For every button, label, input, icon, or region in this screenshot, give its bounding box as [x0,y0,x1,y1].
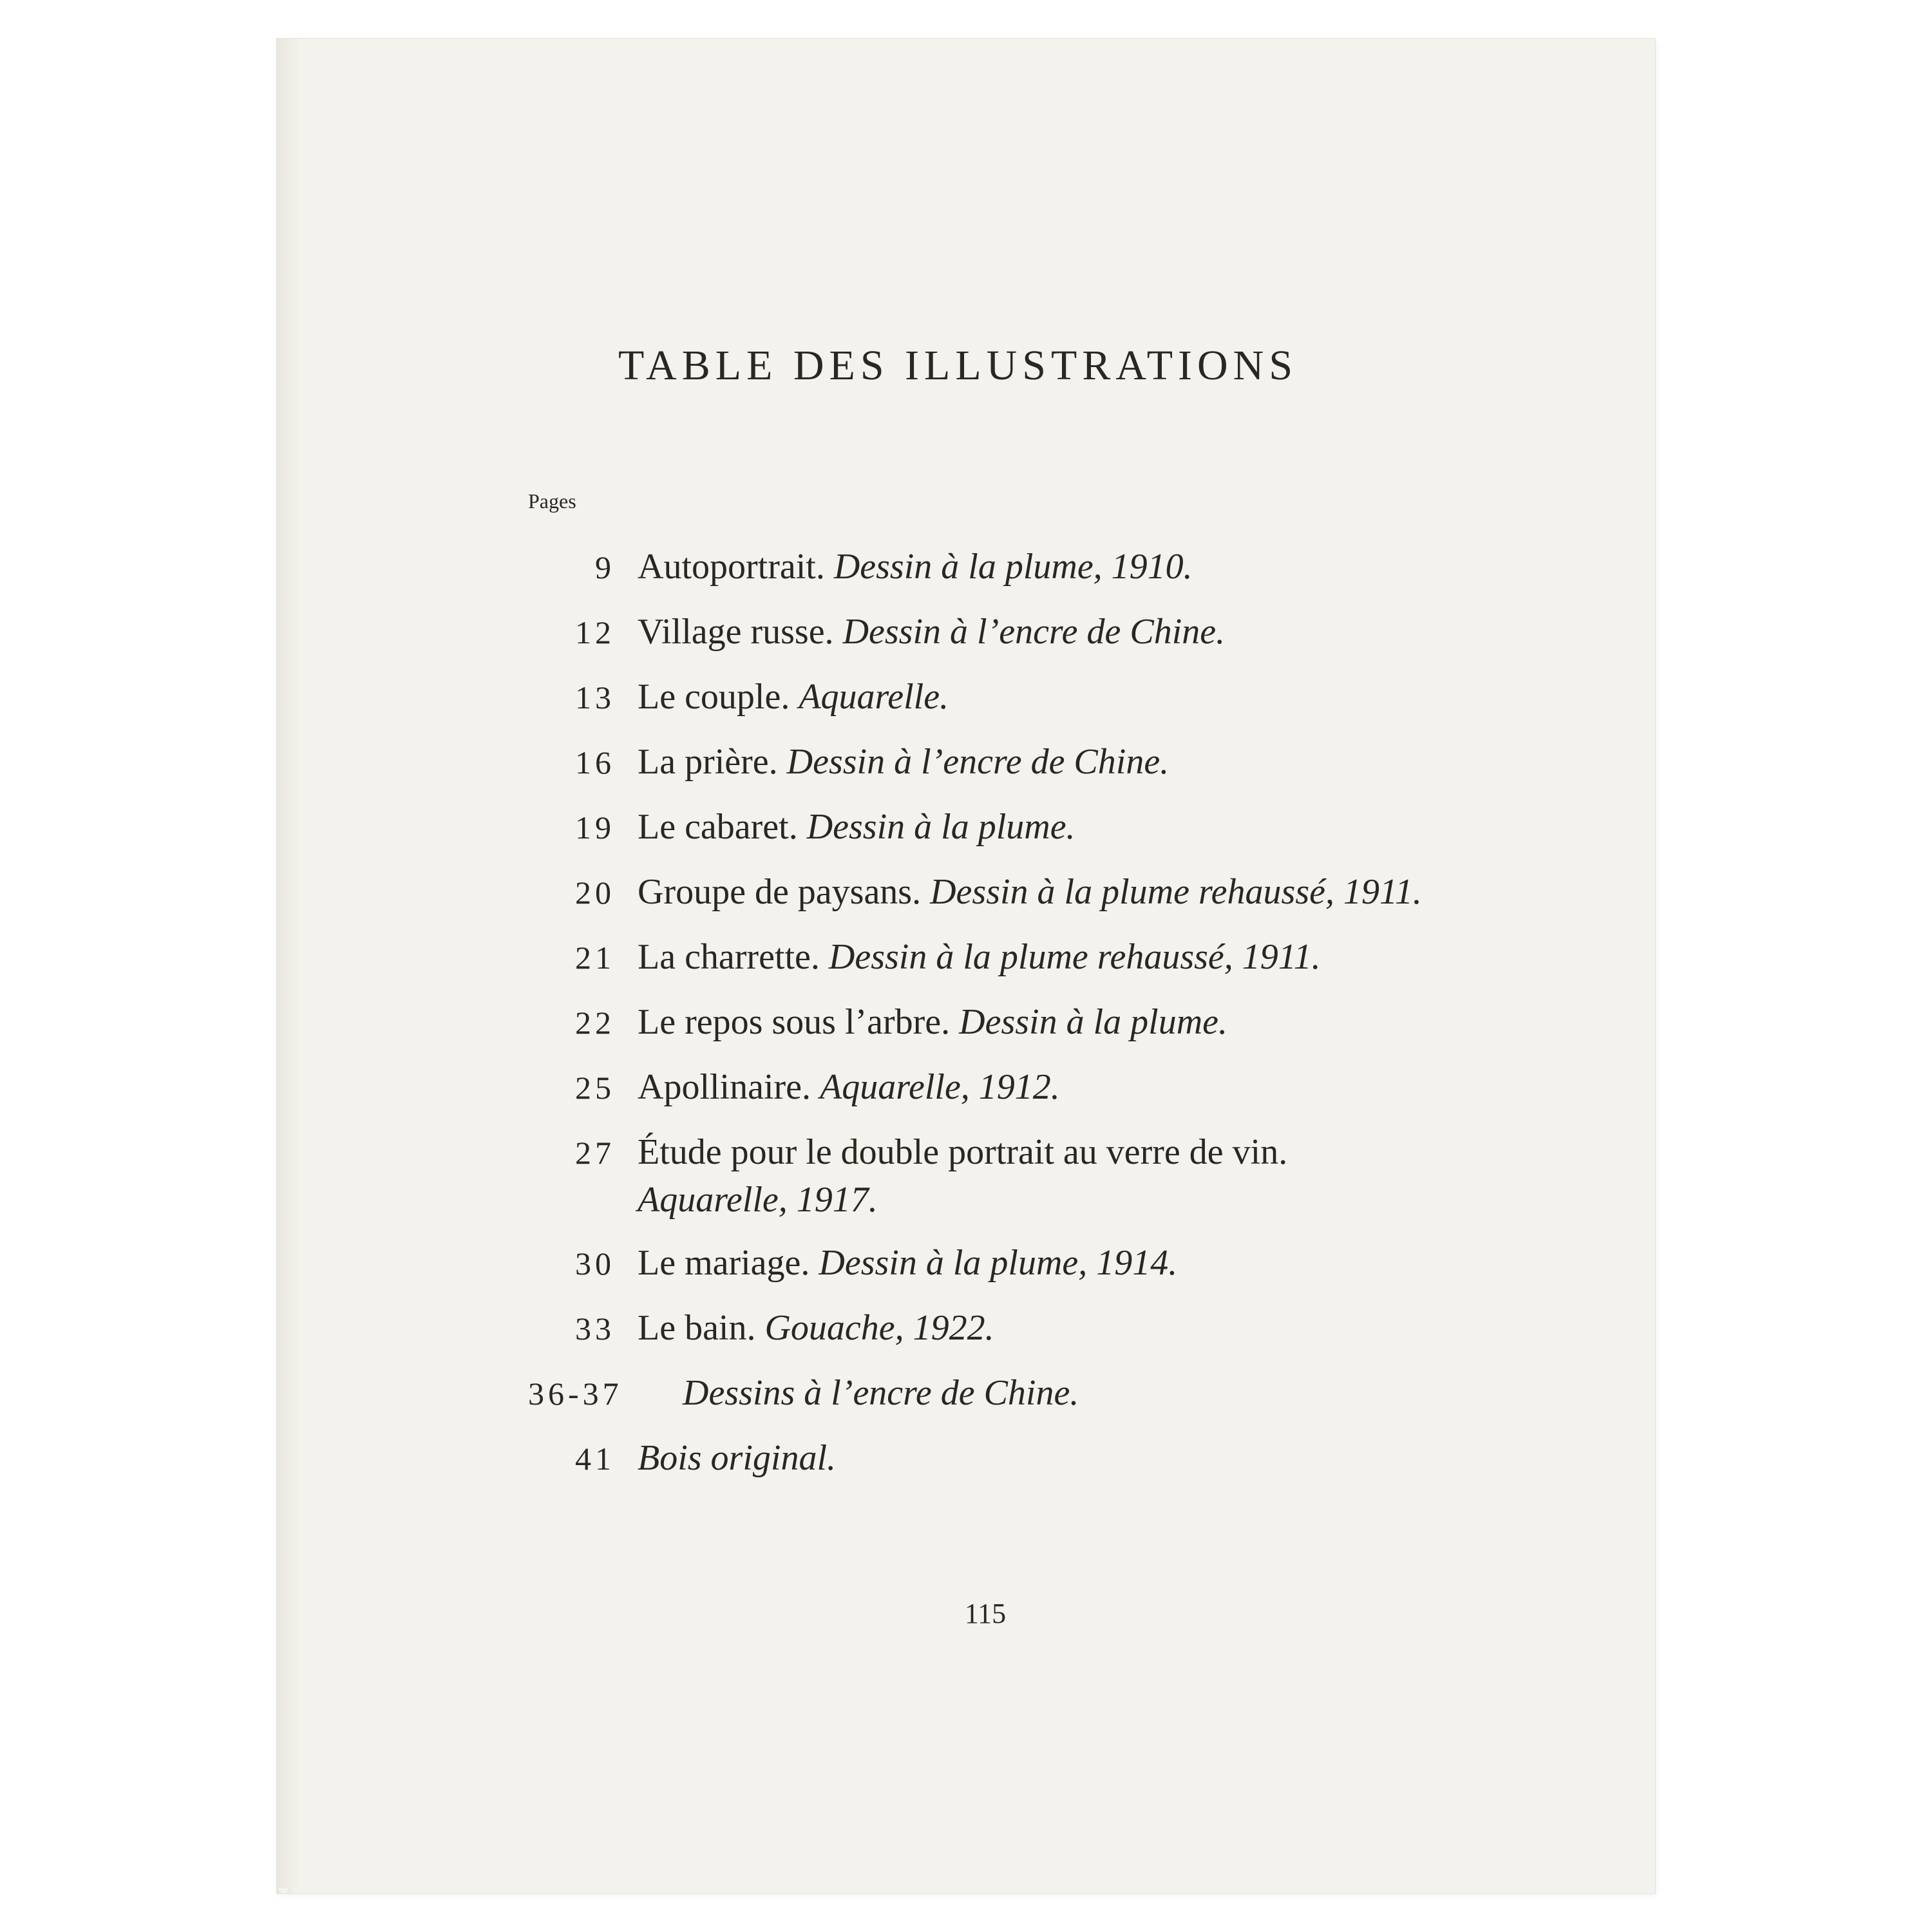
entry-title: Village russe. [638,612,834,652]
list-item [522,1361,1616,1426]
list-item [522,665,1616,730]
list-item [522,925,1616,990]
entry-title: Le bain. [638,1308,756,1348]
entry-medium: Dessin à la plume, 1914. [819,1243,1178,1283]
entry-medium: Dessin à la plume rehaussé, 1911. [828,937,1321,977]
entry-title: Le cabaret. [638,807,798,847]
list-item [522,730,1616,795]
list-item [522,535,1616,600]
entry-page-number: 9 [595,549,615,585]
list-item [522,1426,1616,1491]
entry-page-number: 36-37 [528,1376,623,1412]
folio-page-number: 115 [964,1598,1007,1629]
entry-page-number: 41 [575,1441,615,1477]
entry-page-number: 12 [575,614,615,650]
list-item [522,1120,1616,1231]
entry-page-number: 21 [575,940,615,976]
entry-page-number: 22 [575,1005,615,1041]
entry-title: Autoportrait. [638,547,825,587]
entry-page-number: 13 [575,679,615,715]
entry-title: La charrette. [638,937,820,977]
list-item [522,860,1616,925]
entry-medium: Dessin à la plume, 1910. [833,547,1193,587]
entry-title: Étude pour le double portrait au verre de vin. [638,1132,1288,1172]
entry-medium: Dessin à la plume. [959,1002,1228,1042]
entry-title: Le repos sous l’arbre. [638,1002,951,1042]
entry-medium: Dessin à l’encre de Chine. [842,612,1226,652]
entry-page-number: 20 [575,875,615,911]
entry-page-number: 16 [575,744,615,781]
page-sheet [277,39,1655,1893]
list-item [522,1296,1616,1361]
list-item [522,795,1616,860]
entry-page-number: 33 [575,1311,615,1347]
entry-page-number: 25 [575,1070,615,1106]
pages-column-header: Pages [528,489,576,513]
list-item [522,990,1616,1055]
entry-page-number: 19 [575,810,615,846]
list-item [522,1231,1616,1296]
entry-medium: Aquarelle. [799,677,949,717]
entry-page-number: 27 [575,1135,615,1171]
entry-title: Le couple. [638,677,790,717]
entry-title: Le mariage. [638,1243,810,1283]
list-item [522,600,1616,665]
illustrations-list [522,535,1616,1491]
entry-title: La prière. [638,742,778,782]
entry-page-number: 30 [575,1245,615,1282]
entry-medium: Dessin à l’encre de Chine. [786,742,1170,782]
entry-medium: Gouache, 1922. [764,1308,994,1348]
entry-medium: Aquarelle, 1912. [820,1067,1060,1107]
list-item [522,1055,1616,1120]
page-title: TABLE DES ILLUSTRATIONS [618,342,1298,389]
entry-medium: Dessin à la plume rehaussé, 1911. [930,872,1422,912]
entry-medium: Aquarelle, 1917. [638,1180,878,1220]
entry-title: Groupe de paysans. [638,872,922,912]
entry-medium: Bois original. [638,1438,837,1478]
entry-medium: Dessins à l’encre de Chine. [683,1373,1079,1413]
entry-title: Apollinaire. [638,1067,811,1107]
entry-medium: Dessin à la plume. [806,807,1075,847]
